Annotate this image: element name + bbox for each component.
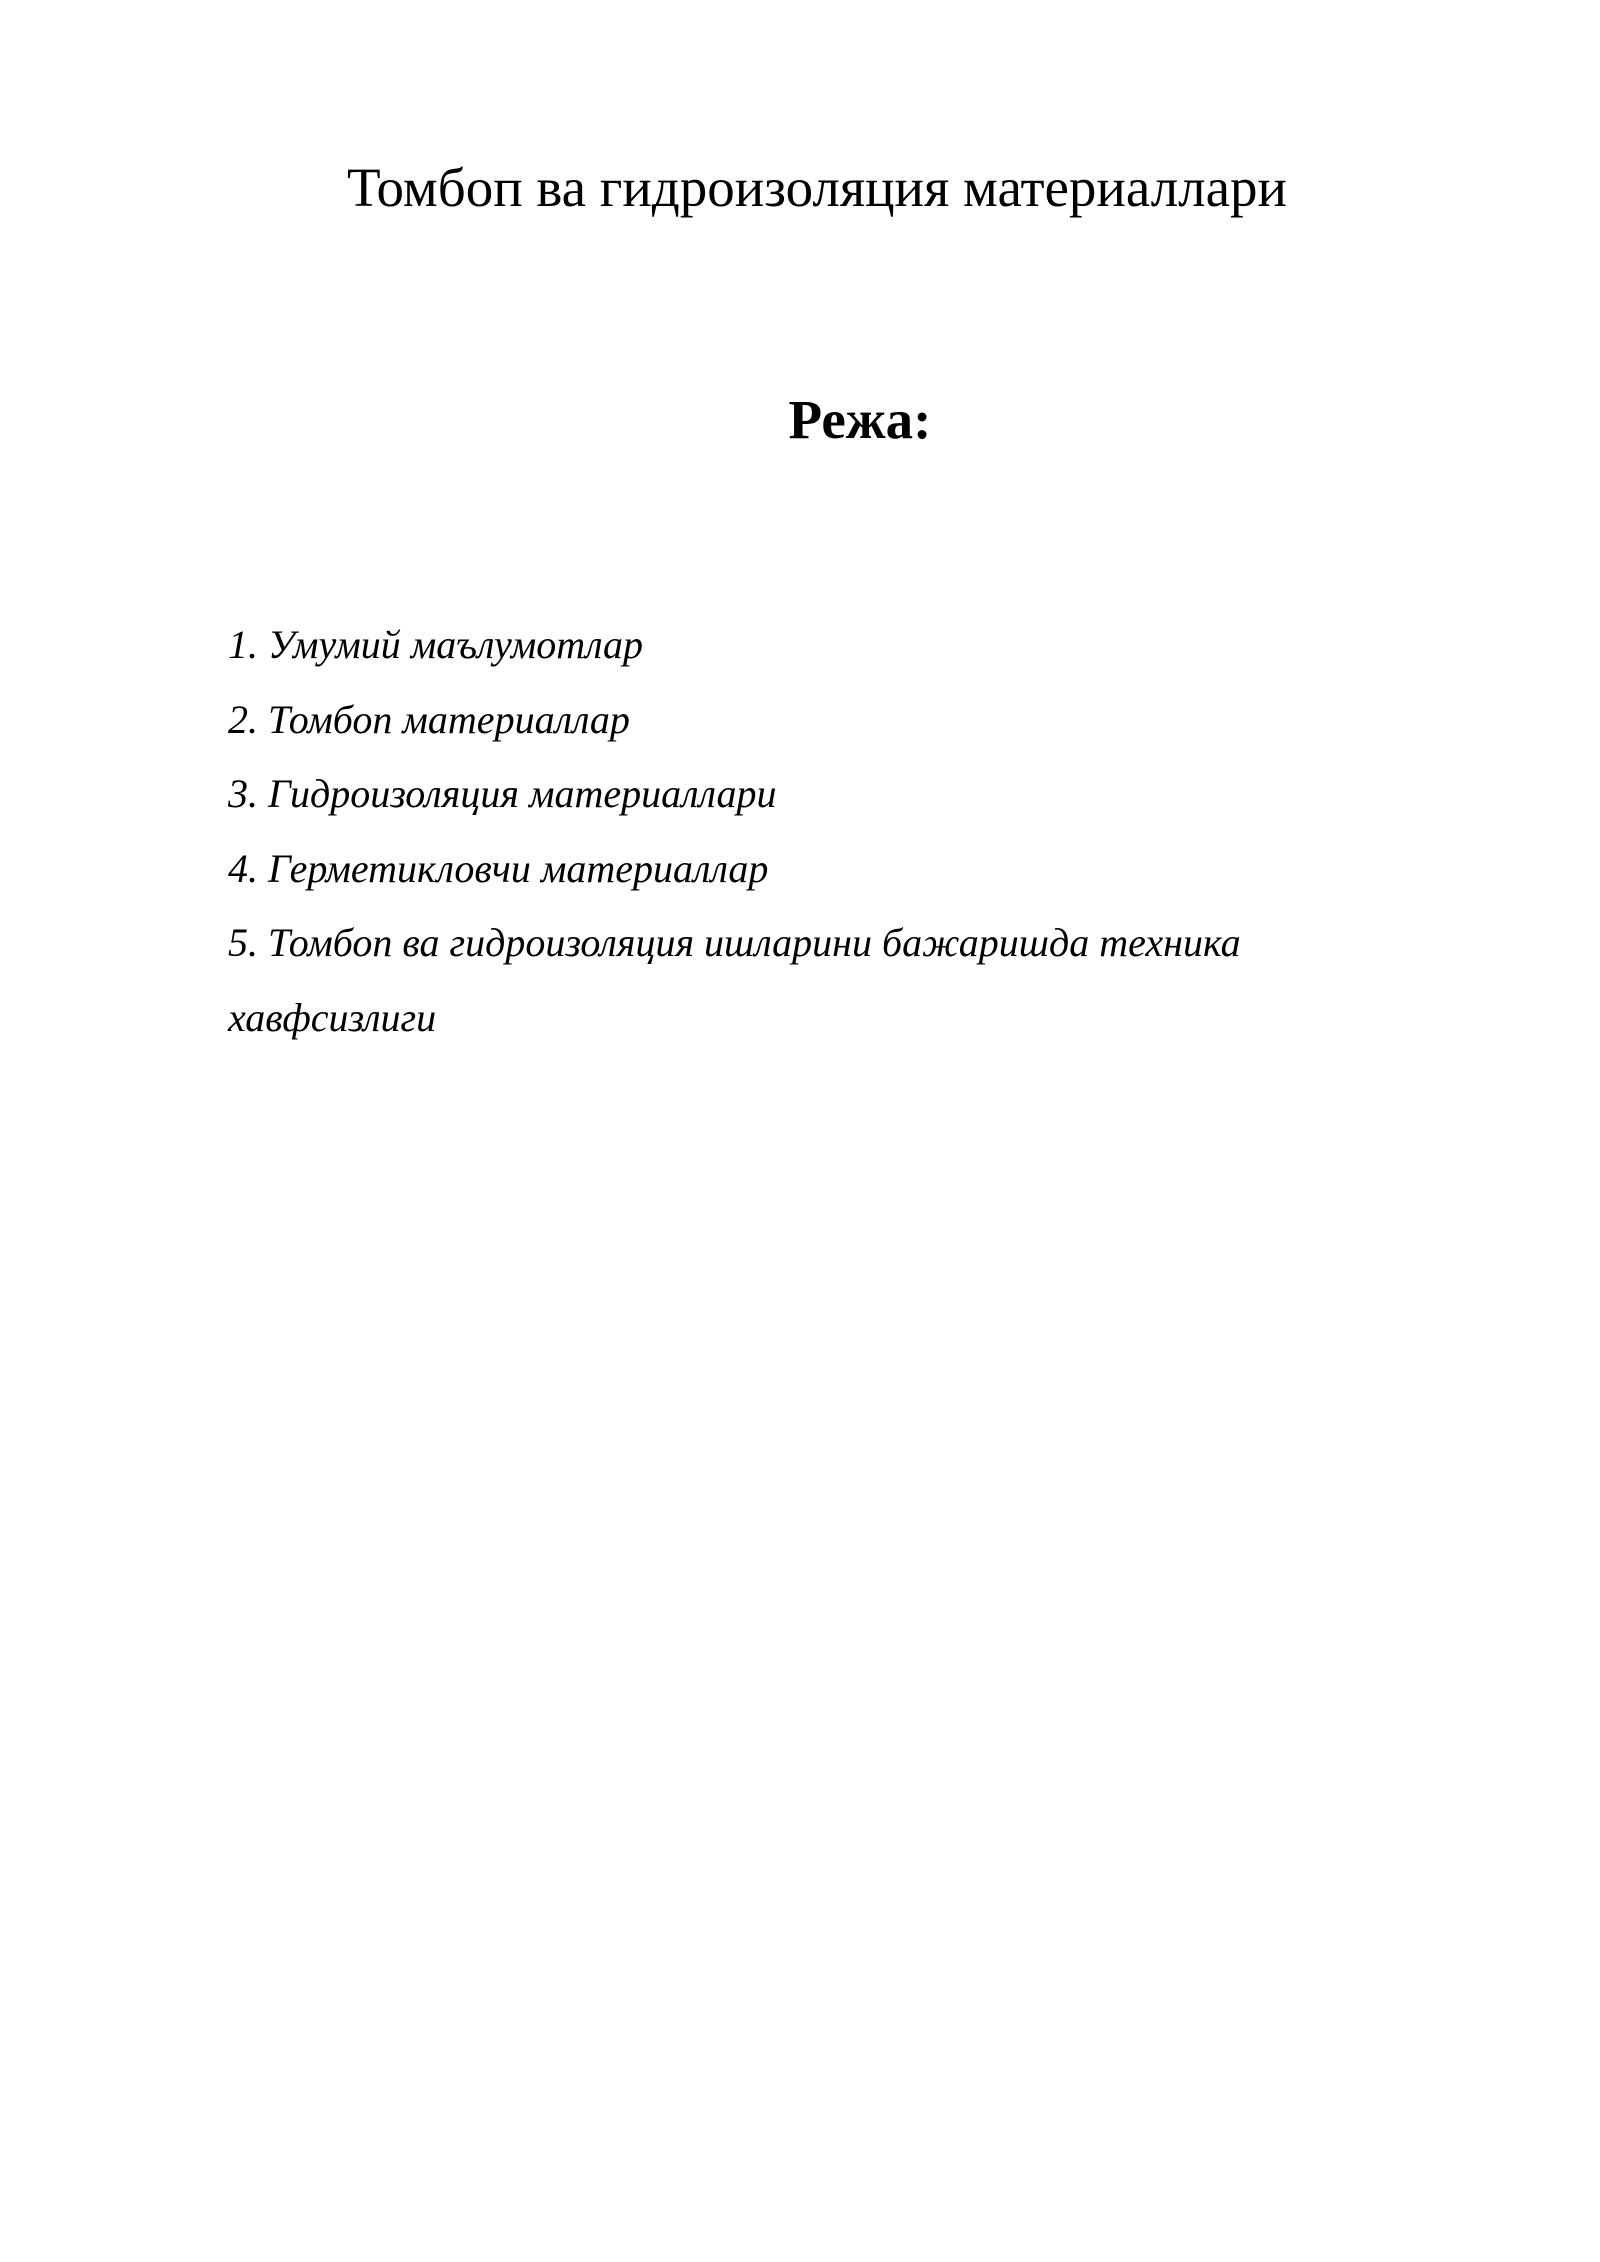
plan-item: 1. Умумий маълумотлар — [228, 622, 644, 667]
plan-item: 5. Томбоп ва гидроизоляция ишларини бажаришда техника хавфсизлиги — [228, 920, 1241, 1040]
plan-item: 2. Томбоп материаллар — [228, 696, 630, 742]
plan-list — [228, 608, 1378, 1055]
plan-item: 3. Гидроизоляция материаллари — [228, 771, 777, 816]
document-title: Томбоп ва гидроизоляция материаллари — [347, 157, 1287, 218]
plan-item: 4. Герметикловчи материаллар — [228, 845, 769, 891]
plan-heading: Режа: — [788, 389, 932, 450]
